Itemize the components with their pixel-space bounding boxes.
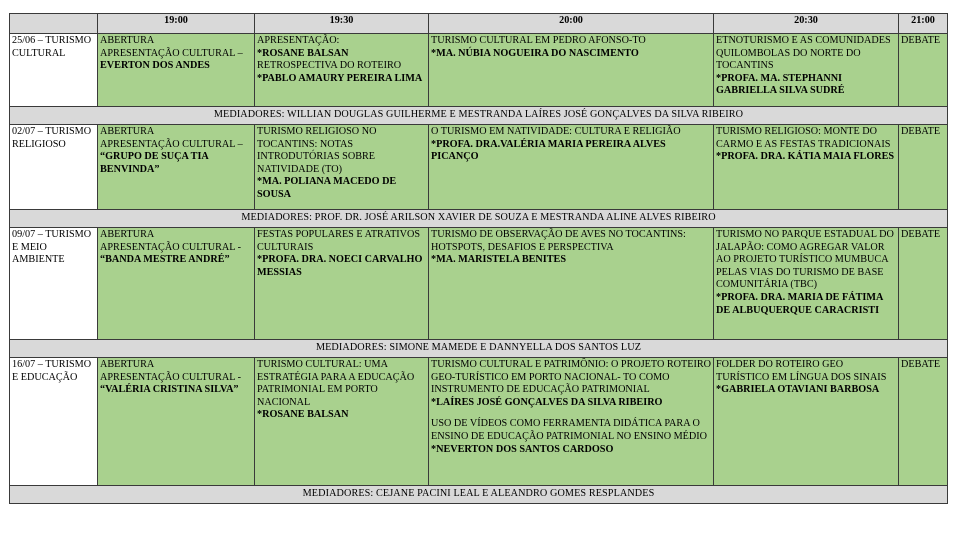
session-cell [714, 34, 899, 107]
time-header: 20:00 [429, 14, 714, 34]
mediators-text: MEDIADORES: PROF. DR. JOSÉ ARILSON XAVIER DE SOUZA E MESTRANDA ALINE ALVES RIBEIRO [10, 210, 948, 228]
header-row [10, 14, 948, 34]
session-speaker: “GRUPO DE SUÇA TIA BENVINDA” [100, 151, 209, 175]
session-cell [714, 125, 899, 210]
session-title: ABERTURA APRESENTAÇÃO CULTURAL – [100, 35, 243, 59]
day-label: 09/07 – TURISMO E MEIO AMBIENTE [10, 228, 98, 340]
session-cell [255, 34, 429, 107]
session-title: TURISMO RELIGIOSO NO TOCANTINS: NOTAS INTRODUTÓRIAS SOBRE NATIVIDADE (TO) [257, 126, 377, 175]
session-title: USO DE VÍDEOS COMO FERRAMENTA DIDÁTICA PARA O ENSINO DE EDUCAÇÃO PATRIMONIAL NO ENSINO MÉDIO [431, 418, 707, 442]
session-speaker: *PROFA. DRA.VALÉRIA MARIA PEREIRA ALVES PICANÇO [431, 138, 666, 163]
session-row [10, 125, 948, 210]
session-title: TURISMO NO PARQUE ESTADUAL DO JALAPÃO: COMO AGREGAR VALOR AO PROJETO TURÍSTICO MUMBUCA PELAS VIAS DO TURISMO DE BASE COMUNITÁRIA (TBC) [716, 229, 894, 291]
session-title: ABERTURA APRESENTAÇÃO CULTURAL – [100, 126, 243, 150]
session-title: ETNOTURISMO E AS COMUNIDADES QUILOMBOLAS DO NORTE DO TOCANTINS [716, 35, 891, 72]
day-label: 16/07 – TURISMO E EDUCAÇÃO [10, 358, 98, 486]
debate-cell: DEBATE [899, 228, 948, 340]
session-title: APRESENTAÇÃO: [257, 35, 340, 46]
session-row [10, 358, 948, 486]
session-speaker: *PROFA. MA. STEPHANNI GABRIELLA SILVA SUDRÉ [716, 72, 845, 97]
session-speaker: “VALÉRIA CRISTINA SILVA” [100, 384, 239, 396]
session-cell [255, 125, 429, 210]
header-corner [10, 14, 98, 34]
session-title: RETROSPECTIVA DO ROTEIRO [257, 60, 402, 72]
session-row [10, 34, 948, 107]
session-cell [429, 358, 714, 486]
debate-cell: DEBATE [899, 358, 948, 486]
session-title: TURISMO RELIGIOSO: MONTE DO CARMO E AS FESTAS TRADICIONAIS [716, 126, 891, 150]
time-header: 20:30 [714, 14, 899, 34]
session-cell [714, 228, 899, 340]
session-title: TURISMO DE OBSERVAÇÃO DE AVES NO TOCANTINS: HOTSPOTS, DESAFIOS E PERSPECTIVA [431, 229, 686, 253]
session-cell [98, 358, 255, 486]
time-header: 21:00 [899, 14, 948, 34]
session-title: O TURISMO EM NATIVIDADE: CULTURA E RELIGIÃO [431, 126, 681, 137]
session-title: ABERTURA APRESENTAÇÃO CULTURAL - [100, 229, 242, 253]
mediators-text: MEDIADORES: WILLIAN DOUGLAS GUILHERME E MESTRANDA LAÍRES JOSÉ GONÇALVES DA SILVA RIBEIRO [10, 107, 948, 125]
session-cell [255, 358, 429, 486]
session-speaker: *ROSANE BALSAN [257, 409, 349, 421]
session-speaker: *MA. NÚBIA NOGUEIRA DO NASCIMENTO [431, 47, 639, 59]
session-speaker: EVERTON DOS ANDES [100, 60, 210, 72]
schedule-table [9, 13, 948, 504]
session-speaker: *PABLO AMAURY PEREIRA LIMA [257, 72, 423, 84]
session-cell [255, 228, 429, 340]
session-title: TURISMO CULTURAL EM PEDRO AFONSO-TO [431, 35, 646, 46]
session-speaker: *PROFA. DRA. MARIA DE FÁTIMA DE ALBUQUERQUE CARACRISTI [716, 291, 883, 316]
session-speaker: *PROFA. DRA. KÁTIA MAIA FLORES [716, 151, 895, 163]
session-speaker: *PROFA. DRA. NOECI CARVALHO MESSIAS [257, 254, 423, 278]
session-speaker: *GABRIELA OTAVIANI BARBOSA [716, 384, 880, 396]
session-speaker: *LAÍRES JOSÉ GONÇALVES DA SILVA RIBEIRO [431, 396, 663, 408]
session-title: TURISMO CULTURAL: UMA ESTRATÉGIA PARA A EDUCAÇÃO PATRIMONIAL EM PORTO NACIONAL [257, 359, 415, 408]
mediators-text: MEDIADORES: CEJANE PACINI LEAL E ALEANDRO GOMES RESPLANDES [10, 486, 948, 504]
mediators-row [10, 340, 948, 358]
session-title: FESTAS POPULARES E ATRATIVOS CULTURAIS [257, 229, 421, 253]
session-cell [429, 34, 714, 107]
session-speaker: *ROSANE BALSAN [257, 47, 349, 59]
session-cell [714, 358, 899, 486]
session-title: TURISMO CULTURAL E PATRIMÔNIO: O PROJETO ROTEIRO GEO-TURÍSTICO EM PORTO NACIONAL- TO COMO INSTRUMENTO DE EDUCAÇÃO PATRIMONIAL [431, 359, 711, 396]
time-header: 19:00 [98, 14, 255, 34]
session-speaker: *NEVERTON DOS SANTOS CARDOSO [431, 443, 614, 455]
session-cell [98, 228, 255, 340]
session-speaker: *MA. POLIANA MACEDO DE SOUSA [257, 176, 397, 200]
session-cell [429, 228, 714, 340]
debate-cell: DEBATE [899, 125, 948, 210]
mediators-row [10, 486, 948, 504]
session-cell [429, 125, 714, 210]
mediators-row [10, 107, 948, 125]
mediators-text: MEDIADORES: SIMONE MAMEDE E DANNYELLA DOS SANTOS LUZ [10, 340, 948, 358]
session-speaker: “BANDA MESTRE ANDRÉ” [100, 254, 230, 266]
debate-cell: DEBATE [899, 34, 948, 107]
mediators-row [10, 210, 948, 228]
time-header: 19:30 [255, 14, 429, 34]
session-title: ABERTURA APRESENTAÇÃO CULTURAL - [100, 359, 242, 383]
day-label: 25/06 – TURISMO CULTURAL [10, 34, 98, 107]
session-title: FOLDER DO ROTEIRO GEO TURÍSTICO EM LÍNGUA DOS SINAIS [716, 359, 887, 383]
session-speaker: *MA. MARISTELA BENITES [431, 254, 567, 266]
session-cell [98, 34, 255, 107]
day-label: 02/07 – TURISMO RELIGIOSO [10, 125, 98, 210]
session-row [10, 228, 948, 340]
session-cell [98, 125, 255, 210]
